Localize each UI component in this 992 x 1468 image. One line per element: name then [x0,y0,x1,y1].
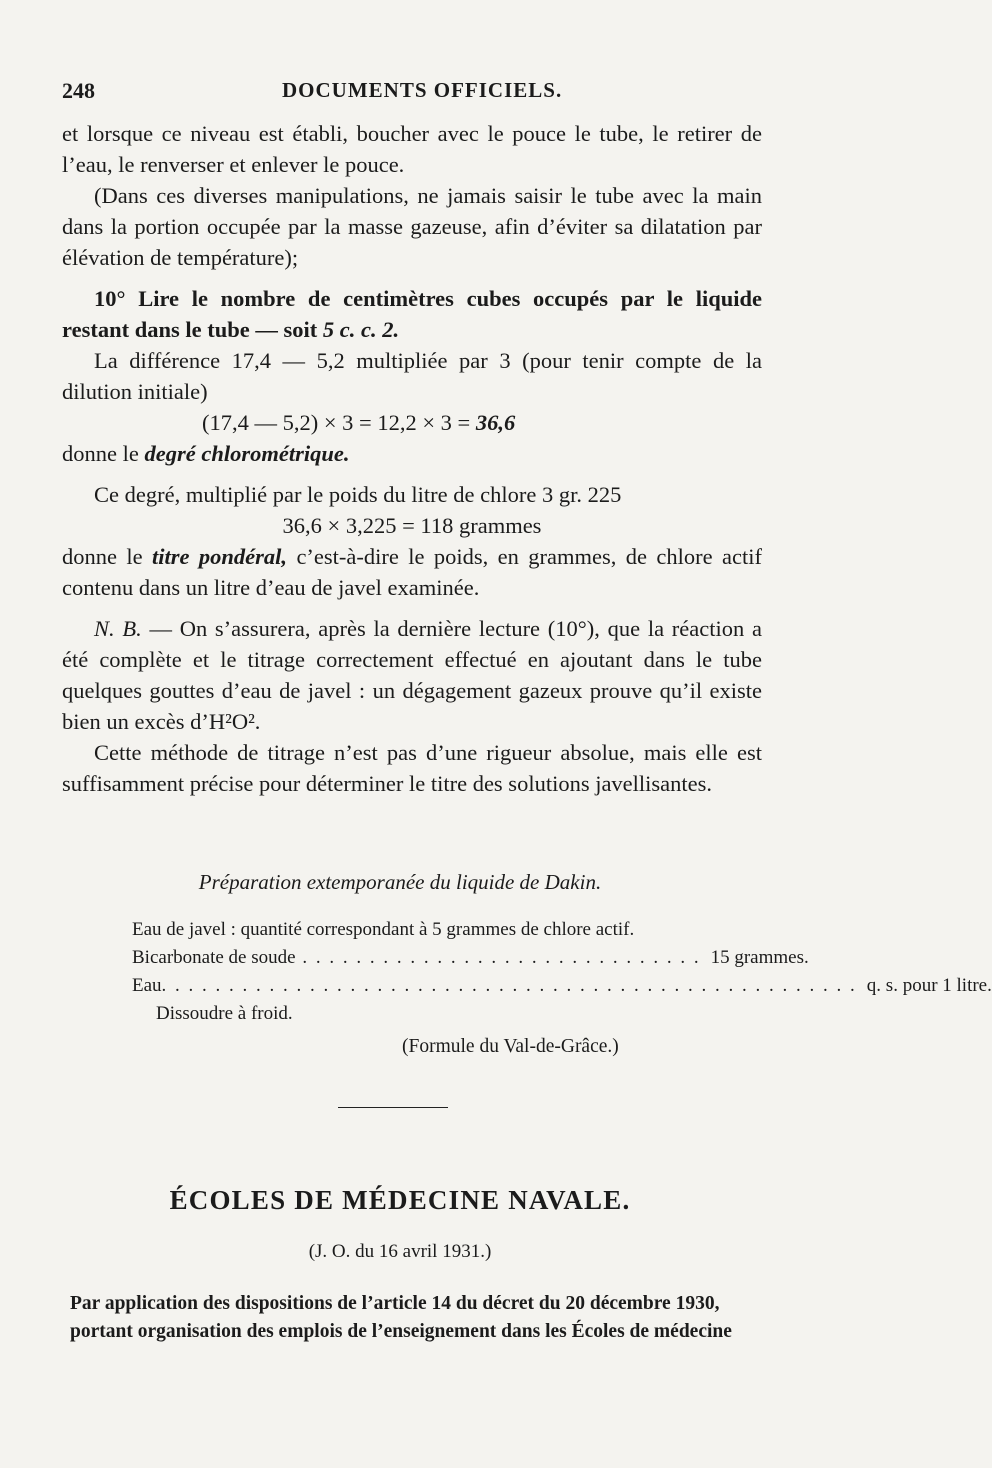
paragraph-10 [62,613,762,737]
paragraph-9-lead: donne le [62,544,153,569]
page-number: 248 [62,78,95,103]
body-text [62,118,762,799]
nota-bene-label: N. B. [94,616,142,641]
formula-expression: (17,4 — 5,2) × 3 = 12,2 × 3 = [202,410,476,435]
paragraph-2: (Dans ces diverses manipulations, ne jamais saisir le tube avec la main dans la portion occupée par la masse gazeuse, afin d’éviter sa dilatation par élévation de température); [62,183,762,270]
recipe-line-javel-text: Eau de javel : quantité correspondant à 5 grammes de chlore actif. [132,919,635,940]
calculation-line: 36,6 × 3,225 = 118 grammes [282,513,542,538]
nota-bene-text: — On s’assurera, après la dernière lecture (10°), que la réaction a été complète et le titrage correctement effectué en ajoutant dans le tube quelques gouttes d’eau de javel : un dégagement gazeux prouve qu’il existe bien un excès d’H²O². [62,616,762,734]
step-10-text: 10° Lire le nombre de centimètres cubes occupés par le liquide restant dans le tube — soit [62,286,762,342]
paragraph-11: Cette méthode de titrage n’est pas d’une rigueur absolue, mais elle est suffisamment précise pour déterminer le titre des solutions javellisantes. [62,740,762,796]
decree-reference: (J. O. du 16 avril 1931.) [308,1241,492,1262]
ponderal-title-term: titre pondéral, [152,544,288,569]
recipe-bicarbonate-label: Bicarbonate de soude [132,947,296,968]
leader-dots: . . . . . . . . . . . . . . . . . . . . . . . . . . . . . . . . . . . . . . . . . . . . . . . . . . . . [161,975,857,996]
paragraph-1: et lorsque ce niveau est établi, boucher avec le pouce le tube, le retirer de l’eau, le renverser et enlever le pouce. [62,121,762,177]
recipe-water-label: Eau [132,975,162,996]
page-header [62,78,730,108]
formula-result: 36,6 [475,410,516,435]
paragraph-9-rest: c’est-à-dire le poids, en grammes, de chlore actif contenu dans un litre d’eau de javel examinée. [62,544,762,600]
recipe-line-water [132,972,992,1000]
recipe-line-bicarbonate [132,944,809,972]
recipe-title: Préparation extemporanée du liquide de Dakin. [198,870,602,894]
chlorometric-degree-term: degré chlorométrique. [144,441,350,466]
paragraph-6-lead: donne le [62,441,145,466]
paragraph-9 [62,541,762,603]
paragraph-4: La différence 17,4 — 5,2 multipliée par 3 (pour tenir compte de la dilution initiale) [62,348,762,404]
recipe-bicarbonate-value: 15 grammes. [710,947,809,968]
step-10-value: 5 c. c. 2. [322,317,400,342]
section-divider [338,1107,448,1108]
recipe-instruction: Dissoudre à froid. [156,1003,293,1024]
leader-dots: . . . . . . . . . . . . . . . . . . . . . . . . . . . . . . [295,947,701,968]
recipe-source: (Formule du Val-de-Grâce.) [402,1036,619,1057]
paragraph-3 [62,283,762,345]
section-title: ÉCOLES DE MÉDECINE NAVALE. [169,1185,631,1215]
recipe-block [132,916,992,1028]
paragraph-7: Ce degré, multiplié par le poids du litre de chlore 3 gr. 225 [94,482,622,507]
recipe-line-javel [132,916,732,944]
recipe-water-value: q. s. pour 1 litre. [866,975,992,996]
decree-text: Par application des dispositions de l’article 14 du décret du 20 décembre 1930, portant organisation des emplois de l’enseignement dans les Écoles de médecine [70,1293,732,1342]
running-title: DOCUMENTS OFFICIELS. [282,78,563,102]
formula-line [62,407,762,438]
paragraph-6 [62,438,762,469]
